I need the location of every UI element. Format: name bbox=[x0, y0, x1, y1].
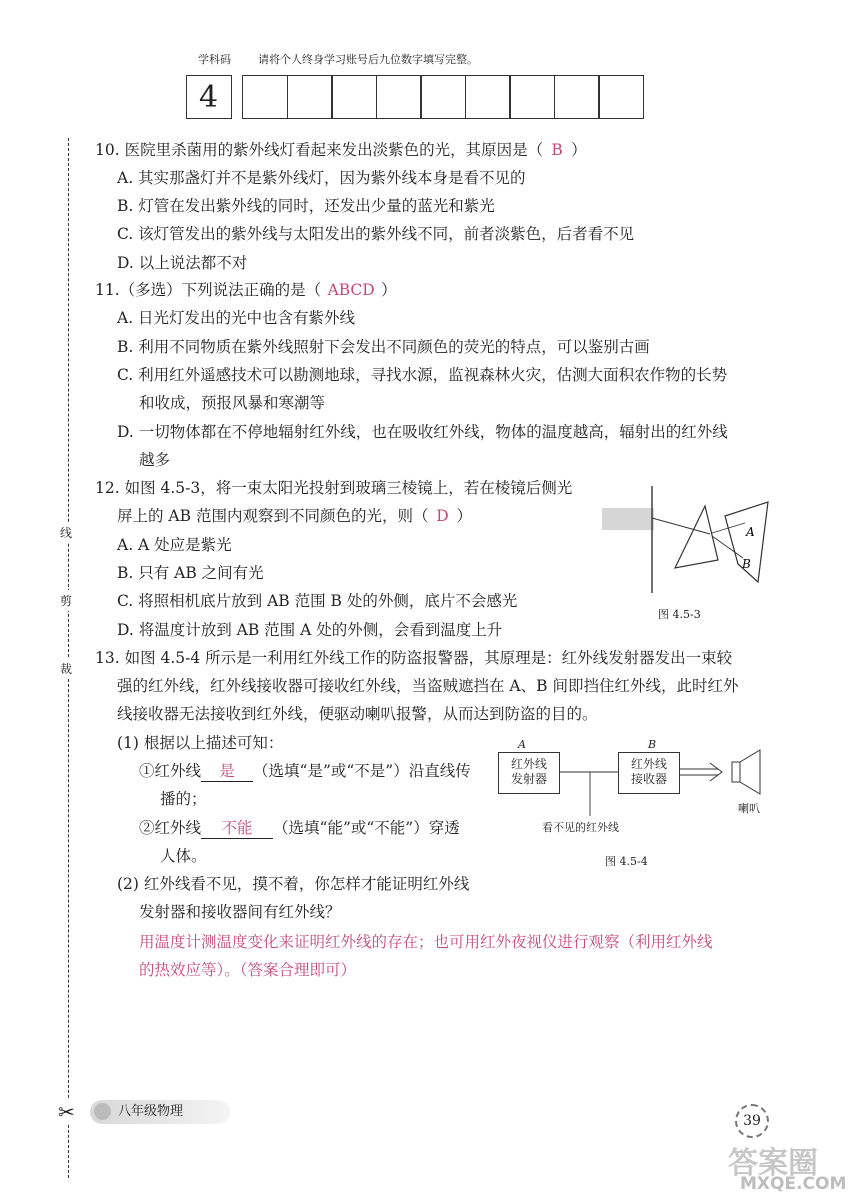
q13-part1-b-cont: 人体。 bbox=[160, 847, 207, 865]
q10-stem: 10. 医院里杀菌用的紫外线灯看起来发出淡紫色的光，其原因是（ B ） bbox=[95, 141, 587, 159]
fig3-caption: 图 4.5-3 bbox=[658, 608, 701, 621]
q13-stem-line1: 13. 如图 4.5-4 所示是一利用红外线工作的防盗报警器，其原理是：红外线发射器发出一束较 bbox=[95, 649, 733, 667]
code-box[interactable] bbox=[376, 75, 422, 119]
watermark-url: MXQE.COM bbox=[740, 1174, 847, 1194]
code-digit-box: 4 bbox=[186, 75, 232, 119]
q11-option-d-cont: 越多 bbox=[139, 451, 171, 469]
speaker-label: 喇叭 bbox=[738, 802, 760, 815]
q12-option-a: A. A 处应是紫光 bbox=[117, 536, 232, 554]
q11-option-d: D. 一切物体都在不停地辐射红外线，也在吸收红外线，物体的温度越高，辐射出的红外线 bbox=[117, 423, 728, 441]
q13-stem-line2: 强的红外线，红外线接收器可接收红外线，当盗贼遮挡在 A、B 间即挡住红外线，此时红外 bbox=[117, 677, 739, 695]
sunlight-beam bbox=[602, 508, 654, 530]
emitter-box: 红外线发射器 bbox=[498, 752, 560, 794]
header-instruction: 请将个人终身学习账号后九位数字填写完整。 bbox=[258, 53, 478, 66]
q11-option-c-cont: 和收成，预报风暴和寒潮等 bbox=[139, 394, 326, 412]
q12-stem-line1: 12. 如图 4.5-3，将一束太阳光投射到玻璃三棱镜上，若在棱镜后侧光 bbox=[95, 479, 573, 497]
q13-part1-a: ①红外线 是 （选填“是”或“不是”）沿直线传 bbox=[139, 762, 471, 780]
code-box[interactable] bbox=[331, 75, 377, 119]
q11-stem: 11.（多选）下列说法正确的是（ ABCD ） bbox=[95, 281, 397, 299]
q10-option-d: D. 以上说法都不对 bbox=[117, 254, 248, 272]
figure-4-5-3 bbox=[600, 478, 780, 598]
fig4-caption: 图 4.5-4 bbox=[605, 855, 648, 868]
watermark-logo: 答案圈 bbox=[728, 1146, 818, 1181]
q11-option-c: C. 利用红外遥感技术可以勘测地球，寻找水源，监视森林火灾，估测大面积农作物的长势 bbox=[117, 366, 728, 384]
q10-answer: B bbox=[551, 141, 563, 159]
code-box-row bbox=[187, 75, 644, 121]
q13-part1-title: (1) 根据以上描述可知： bbox=[117, 734, 284, 752]
code-box[interactable] bbox=[287, 75, 333, 119]
code-box[interactable] bbox=[465, 75, 511, 119]
q12-answer: D bbox=[436, 507, 449, 525]
star-badge-icon bbox=[94, 1103, 111, 1120]
q13-part1-a-cont: 播的； bbox=[160, 790, 207, 808]
page-number: 39 bbox=[735, 1104, 769, 1138]
q13-part2-line2: 发射器和接收器间有红外线？ bbox=[139, 903, 341, 921]
q11-option-b: B. 利用不同物质在紫外线照射下会发出不同颜色的荧光的特点，可以鉴别古画 bbox=[117, 338, 650, 356]
q12-option-c: C. 将照相机底片放到 AB 范围 B 处的外侧，底片不会感光 bbox=[117, 592, 518, 610]
q11-answer: ABCD bbox=[327, 281, 375, 299]
prism bbox=[675, 506, 718, 568]
fig3-label-a: A bbox=[746, 525, 755, 539]
code-box[interactable] bbox=[554, 75, 600, 119]
q13-answer-line1: 用温度计测温度变化来证明红外线的存在；也可用红外夜视仪进行观察（利用红外线 bbox=[139, 933, 713, 951]
code-box[interactable] bbox=[598, 75, 644, 119]
cut-label-cut: 剪 bbox=[60, 590, 72, 611]
fig4-label-b: B bbox=[648, 738, 657, 751]
q11-option-a: A. 日光灯发出的光中也含有紫外线 bbox=[117, 309, 356, 327]
q10-option-c: C. 该灯管发出的紫外线与太阳发出的紫外线不同，前者淡紫色，后者看不见 bbox=[117, 225, 635, 243]
q12-option-b: B. 只有 AB 之间有光 bbox=[117, 564, 264, 582]
fig3-label-b: B bbox=[742, 557, 751, 571]
q12-option-d: D. 将温度计放到 AB 范围 A 处的外侧，会看到温度上升 bbox=[117, 621, 503, 639]
code-box[interactable] bbox=[420, 75, 466, 119]
subject-code-label: 学科码 bbox=[198, 53, 231, 66]
q13-stem-line3: 线接收器无法接收到红外线，便驱动喇叭报警，从而达到防盗的目的。 bbox=[117, 705, 598, 723]
speaker-icon bbox=[732, 762, 740, 782]
q13-answer-1: 是 bbox=[201, 761, 253, 782]
invisible-ir-label: 看不见的红外线 bbox=[542, 821, 619, 834]
scissors-icon: ✂ bbox=[58, 1100, 75, 1124]
q13-answer-line2: 的热效应等）。（答案合理即可） bbox=[139, 961, 357, 979]
q10-option-b: B. 灯管在发出紫外线的同时，还发出少量的蓝光和紫光 bbox=[117, 197, 495, 215]
cut-label-line: 线 bbox=[60, 522, 72, 543]
footer-book-title: 八年级物理 bbox=[118, 1104, 184, 1119]
receiver-box: 红外线接收器 bbox=[618, 752, 680, 794]
code-box[interactable] bbox=[509, 75, 555, 119]
q10-option-a: A. 其实那盏灯并不是紫外线灯，因为紫外线本身是看不见的 bbox=[117, 169, 526, 187]
code-box[interactable] bbox=[242, 75, 288, 119]
q13-answer-2: 不能 bbox=[201, 818, 273, 839]
fig4-label-a: A bbox=[518, 738, 526, 751]
q12-stem-line2: 屏上的 AB 范围内观察到不同颜色的光，则（ D ） bbox=[117, 507, 472, 525]
cut-label-trim: 裁 bbox=[60, 658, 72, 679]
q13-part1-b: ②红外线 不能 （选填“能”或“不能”）穿透 bbox=[139, 819, 460, 837]
q13-part2-line1: (2) 红外线看不见，摸不着，你怎样才能证明红外线 bbox=[117, 875, 470, 893]
